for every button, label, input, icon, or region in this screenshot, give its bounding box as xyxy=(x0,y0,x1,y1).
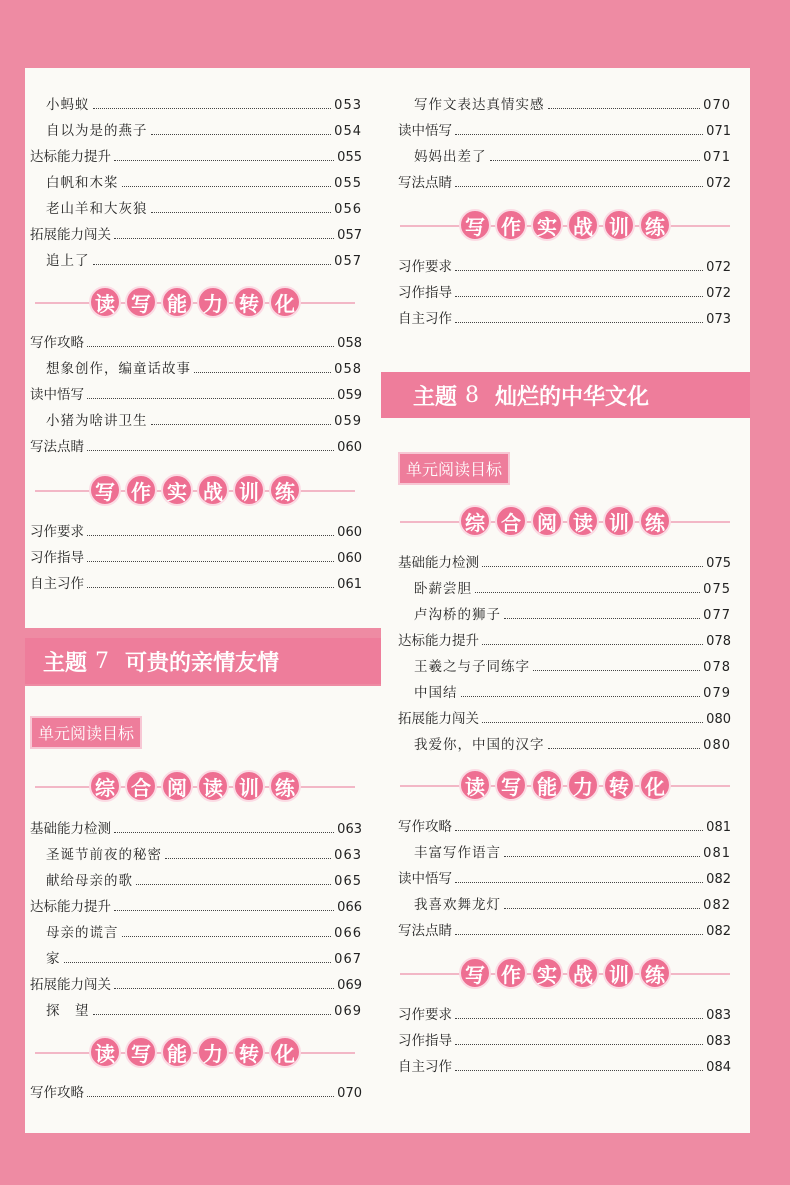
theme-7-title: 可贵的亲情友情 xyxy=(125,650,280,676)
toc-entry-page: 055 xyxy=(334,176,362,191)
toc-entry-page: 081 xyxy=(706,820,731,835)
ribbon-character: 写 xyxy=(125,286,157,318)
toc-entry-label: 卧薪尝胆 xyxy=(414,581,472,597)
ribbon-character: 力 xyxy=(197,1036,229,1068)
ribbon-character: 练 xyxy=(639,505,671,537)
toc-entry-page: 058 xyxy=(337,336,362,351)
toc-entry-page: 061 xyxy=(337,577,362,592)
toc-entry[interactable] xyxy=(398,119,731,139)
toc-leader-dots xyxy=(455,322,703,323)
ribbon-character: 作 xyxy=(495,957,527,989)
toc-entry-label: 拓展能力闯关 xyxy=(30,977,111,993)
theme-7-number: 7 xyxy=(95,648,110,674)
toc-entry-label: 追上了 xyxy=(46,253,90,269)
toc-entry[interactable] xyxy=(46,843,362,863)
toc-leader-dots xyxy=(455,270,703,271)
toc-leader-dots xyxy=(87,346,334,347)
toc-entry-page: 065 xyxy=(334,874,362,889)
ribbon-reading-writing-transform-1 xyxy=(35,284,355,320)
toc-leader-dots xyxy=(93,264,332,265)
toc-entry-label: 写作攻略 xyxy=(398,819,452,835)
toc-entry[interactable] xyxy=(398,171,731,191)
toc-entry-page: 070 xyxy=(337,1086,362,1101)
ribbon-character: 读 xyxy=(89,286,121,318)
ribbon-character: 综 xyxy=(89,770,121,802)
toc-leader-dots xyxy=(455,882,703,883)
toc-entry-page: 059 xyxy=(337,388,362,403)
toc-entry-label: 献给母亲的歌 xyxy=(46,873,133,889)
toc-entry-page: 077 xyxy=(703,608,731,623)
ribbon-character: 写 xyxy=(459,957,491,989)
ribbon-characters xyxy=(89,1036,301,1068)
toc-leader-dots xyxy=(455,1044,703,1045)
toc-leader-dots xyxy=(64,962,332,963)
theme-8-prefix: 主题 xyxy=(413,384,458,410)
toc-entry-label: 基础能力检测 xyxy=(398,555,479,571)
ribbon-writing-practice-8 xyxy=(400,955,730,991)
toc-entry-label: 家 xyxy=(46,951,61,967)
toc-entry-page: 082 xyxy=(703,898,731,913)
toc-leader-dots xyxy=(461,696,701,697)
toc-entry-page: 063 xyxy=(334,848,362,863)
ribbon-character: 实 xyxy=(531,209,563,241)
ribbon-reading-writing-transform-8 xyxy=(400,767,730,803)
toc-leader-dots xyxy=(114,832,334,833)
toc-entry-page: 055 xyxy=(337,150,362,165)
toc-entry-page: 057 xyxy=(337,228,362,243)
toc-entry-label: 母亲的谎言 xyxy=(46,925,119,941)
ribbon-character: 读 xyxy=(459,769,491,801)
toc-entry-label: 白帆和木桨 xyxy=(46,175,119,191)
toc-leader-dots xyxy=(114,988,334,989)
toc-leader-dots xyxy=(482,566,703,567)
toc-entry[interactable] xyxy=(46,999,362,1019)
toc-leader-dots xyxy=(114,238,334,239)
toc-entry[interactable] xyxy=(46,357,362,377)
toc-entry-label: 写法点睛 xyxy=(398,923,452,939)
toc-entry-page: 060 xyxy=(337,440,362,455)
toc-entry-label: 丰富写作语言 xyxy=(414,845,501,861)
toc-entry-page: 084 xyxy=(706,1060,731,1075)
ribbon-characters xyxy=(459,505,671,537)
ribbon-character: 练 xyxy=(639,209,671,241)
toc-entry-page: 073 xyxy=(706,312,731,327)
toc-entry[interactable] xyxy=(30,817,362,837)
toc-entry[interactable] xyxy=(414,733,731,753)
toc-entry-label: 卢沟桥的狮子 xyxy=(414,607,501,623)
toc-leader-dots xyxy=(194,372,331,373)
toc-entry[interactable] xyxy=(414,577,731,597)
ribbon-character: 写 xyxy=(495,769,527,801)
toc-leader-dots xyxy=(87,450,334,451)
toc-leader-dots xyxy=(455,296,703,297)
toc-entry-page: 056 xyxy=(334,202,362,217)
toc-leader-dots xyxy=(122,936,332,937)
toc-entry-page: 058 xyxy=(334,362,362,377)
toc-entry-label: 写法点睛 xyxy=(30,439,84,455)
toc-entry-page: 066 xyxy=(337,900,362,915)
ribbon-character: 读 xyxy=(567,505,599,537)
toc-entry[interactable] xyxy=(46,869,362,889)
toc-entry-page: 083 xyxy=(706,1034,731,1049)
toc-entry-label: 小蚂蚁 xyxy=(46,97,90,113)
toc-entry[interactable] xyxy=(30,331,362,351)
ribbon-writing-practice-2 xyxy=(400,207,730,243)
ribbon-writing-practice-1 xyxy=(35,472,355,508)
toc-entry-label: 习作要求 xyxy=(30,524,84,540)
toc-leader-dots xyxy=(114,160,334,161)
toc-entry-page: 071 xyxy=(706,124,731,139)
toc-leader-dots xyxy=(504,908,700,909)
unit-reading-goal-tag-7: 单元阅读目标 xyxy=(30,716,142,749)
toc-leader-dots xyxy=(504,856,700,857)
toc-entry-label: 想象创作，编童话故事 xyxy=(46,361,191,377)
ribbon-character: 练 xyxy=(269,474,301,506)
toc-entry-page: 069 xyxy=(337,978,362,993)
toc-entry[interactable] xyxy=(46,197,362,217)
ribbon-character: 训 xyxy=(233,770,265,802)
toc-entry-label: 我喜欢舞龙灯 xyxy=(414,897,501,913)
toc-entry-label: 写作攻略 xyxy=(30,1085,84,1101)
ribbon-character: 化 xyxy=(269,286,301,318)
toc-leader-dots xyxy=(455,186,703,187)
toc-entry[interactable] xyxy=(398,629,731,649)
ribbon-comprehensive-reading-7 xyxy=(35,768,355,804)
toc-entry-label: 自主习作 xyxy=(398,311,452,327)
toc-leader-dots xyxy=(475,592,700,593)
ribbon-characters xyxy=(459,957,671,989)
theme-7-prefix: 主题 xyxy=(43,650,88,676)
toc-entry-page: 059 xyxy=(334,414,362,429)
toc-leader-dots xyxy=(87,587,334,588)
toc-leader-dots xyxy=(455,1070,703,1071)
toc-entry-label: 习作要求 xyxy=(398,1007,452,1023)
toc-leader-dots xyxy=(455,134,703,135)
ribbon-character: 读 xyxy=(89,1036,121,1068)
ribbon-character: 阅 xyxy=(531,505,563,537)
toc-entry[interactable] xyxy=(30,435,362,455)
toc-leader-dots xyxy=(455,934,703,935)
ribbon-comprehensive-reading-8 xyxy=(400,503,730,539)
toc-entry-label: 习作要求 xyxy=(398,259,452,275)
toc-entry[interactable] xyxy=(398,1029,731,1049)
ribbon-character: 写 xyxy=(89,474,121,506)
toc-entry-label: 习作指导 xyxy=(30,550,84,566)
toc-entry[interactable] xyxy=(30,223,362,243)
ribbon-character: 实 xyxy=(531,957,563,989)
ribbon-character: 合 xyxy=(125,770,157,802)
toc-entry[interactable] xyxy=(414,681,731,701)
theme-8-header xyxy=(381,372,750,418)
toc-entry-page: 072 xyxy=(706,176,731,191)
toc-entry-page: 067 xyxy=(334,952,362,967)
toc-entry-page: 060 xyxy=(337,525,362,540)
ribbon-character: 训 xyxy=(603,505,635,537)
toc-entry[interactable] xyxy=(46,921,362,941)
toc-entry-page: 082 xyxy=(706,924,731,939)
toc-entry[interactable] xyxy=(46,947,362,967)
toc-entry-label: 习作指导 xyxy=(398,285,452,301)
toc-entry-page: 069 xyxy=(334,1004,362,1019)
toc-leader-dots xyxy=(482,644,703,645)
ribbon-character: 训 xyxy=(603,209,635,241)
toc-entry[interactable] xyxy=(398,815,731,835)
theme-7-header xyxy=(25,638,381,684)
toc-leader-dots xyxy=(87,398,334,399)
toc-entry[interactable] xyxy=(30,145,362,165)
toc-entry-label: 读中悟写 xyxy=(398,123,452,139)
ribbon-character: 合 xyxy=(495,505,527,537)
toc-entry[interactable] xyxy=(398,551,731,571)
toc-entry[interactable] xyxy=(30,1081,362,1101)
toc-entry-label: 老山羊和大灰狼 xyxy=(46,201,148,217)
toc-entry[interactable] xyxy=(398,307,731,327)
toc-entry[interactable] xyxy=(398,255,731,275)
toc-entry-page: 063 xyxy=(337,822,362,837)
ribbon-character: 转 xyxy=(603,769,635,801)
toc-leader-dots xyxy=(533,670,700,671)
toc-entry[interactable] xyxy=(46,93,362,113)
toc-leader-dots xyxy=(87,1096,334,1097)
toc-leader-dots xyxy=(114,910,334,911)
ribbon-character: 战 xyxy=(197,474,229,506)
toc-leader-dots xyxy=(151,212,332,213)
toc-entry-label: 读中悟写 xyxy=(30,387,84,403)
toc-leader-dots xyxy=(490,160,701,161)
toc-entry-label: 中国结 xyxy=(414,685,458,701)
toc-leader-dots xyxy=(122,186,332,187)
toc-leader-dots xyxy=(93,108,332,109)
toc-entry-label: 写作攻略 xyxy=(30,335,84,351)
toc-entry-label: 圣诞节前夜的秘密 xyxy=(46,847,162,863)
toc-leader-dots xyxy=(87,535,334,536)
toc-entry-label: 习作指导 xyxy=(398,1033,452,1049)
toc-entry-page: 072 xyxy=(706,286,731,301)
toc-entry-label: 我爱你，中国的汉字 xyxy=(414,737,545,753)
toc-leader-dots xyxy=(455,1018,703,1019)
ribbon-character: 训 xyxy=(603,957,635,989)
ribbon-characters xyxy=(89,474,301,506)
toc-entry[interactable] xyxy=(46,249,362,269)
ribbon-character: 实 xyxy=(161,474,193,506)
ribbon-character: 训 xyxy=(233,474,265,506)
toc-entry[interactable] xyxy=(30,572,362,592)
toc-leader-dots xyxy=(504,618,700,619)
toc-entry-page: 078 xyxy=(703,660,731,675)
toc-leader-dots xyxy=(165,858,331,859)
toc-entry[interactable] xyxy=(398,919,731,939)
toc-entry[interactable] xyxy=(414,655,731,675)
toc-entry[interactable] xyxy=(30,383,362,403)
toc-entry[interactable] xyxy=(46,171,362,191)
toc-entry-label: 达标能力提升 xyxy=(30,899,111,915)
toc-entry[interactable] xyxy=(398,707,731,727)
ribbon-character: 战 xyxy=(567,957,599,989)
toc-entry[interactable] xyxy=(414,893,731,913)
toc-entry-label: 自以为是的燕子 xyxy=(46,123,148,139)
toc-entry-label: 达标能力提升 xyxy=(398,633,479,649)
toc-entry-page: 053 xyxy=(334,98,362,113)
ribbon-character: 力 xyxy=(567,769,599,801)
toc-entry-page: 070 xyxy=(703,98,731,113)
toc-entry[interactable] xyxy=(414,93,731,113)
toc-entry-page: 080 xyxy=(706,712,731,727)
toc-entry[interactable] xyxy=(30,546,362,566)
toc-entry-label: 基础能力检测 xyxy=(30,821,111,837)
toc-leader-dots xyxy=(87,561,334,562)
toc-leader-dots xyxy=(548,108,701,109)
toc-entry-label: 自主习作 xyxy=(398,1059,452,1075)
ribbon-character: 能 xyxy=(161,1036,193,1068)
toc-entry-page: 078 xyxy=(706,634,731,649)
toc-entry-page: 081 xyxy=(703,846,731,861)
ribbon-reading-writing-transform-7 xyxy=(35,1034,355,1070)
toc-entry[interactable] xyxy=(30,895,362,915)
ribbon-character: 写 xyxy=(459,209,491,241)
toc-entry-label: 王羲之与子同练字 xyxy=(414,659,530,675)
ribbon-character: 练 xyxy=(269,770,301,802)
toc-entry[interactable] xyxy=(398,281,731,301)
ribbon-character: 力 xyxy=(197,286,229,318)
ribbon-character: 练 xyxy=(639,957,671,989)
toc-entry-page: 082 xyxy=(706,872,731,887)
toc-entry[interactable] xyxy=(398,867,731,887)
toc-entry-label: 探 望 xyxy=(46,1003,90,1019)
ribbon-character: 转 xyxy=(233,286,265,318)
toc-entry[interactable] xyxy=(414,603,731,623)
toc-entry-page: 075 xyxy=(703,582,731,597)
toc-leader-dots xyxy=(93,1014,332,1015)
toc-entry-label: 自主习作 xyxy=(30,576,84,592)
toc-entry-page: 075 xyxy=(706,556,731,571)
ribbon-character: 能 xyxy=(161,286,193,318)
ribbon-character: 写 xyxy=(125,1036,157,1068)
ribbon-character: 作 xyxy=(125,474,157,506)
unit-reading-goal-tag-8: 单元阅读目标 xyxy=(398,452,510,485)
ribbon-character: 化 xyxy=(269,1036,301,1068)
theme-8-title: 灿烂的中华文化 xyxy=(495,384,650,410)
toc-entry-page: 071 xyxy=(703,150,731,165)
toc-entry[interactable] xyxy=(414,145,731,165)
ribbon-character: 能 xyxy=(531,769,563,801)
theme-8-number: 8 xyxy=(465,382,480,408)
ribbon-character: 战 xyxy=(567,209,599,241)
toc-entry-label: 妈妈出差了 xyxy=(414,149,487,165)
toc-entry[interactable] xyxy=(30,520,362,540)
ribbon-characters xyxy=(459,209,671,241)
toc-entry-page: 057 xyxy=(334,254,362,269)
ribbon-character: 综 xyxy=(459,505,491,537)
toc-entry-label: 达标能力提升 xyxy=(30,149,111,165)
toc-entry[interactable] xyxy=(398,1055,731,1075)
toc-entry-page: 054 xyxy=(334,124,362,139)
ribbon-characters xyxy=(459,769,671,801)
toc-entry-label: 写法点睛 xyxy=(398,175,452,191)
ribbon-character: 读 xyxy=(197,770,229,802)
toc-entry-page: 083 xyxy=(706,1008,731,1023)
toc-entry-label: 写作文表达真情实感 xyxy=(414,97,545,113)
toc-leader-dots xyxy=(455,830,703,831)
toc-leader-dots xyxy=(482,722,703,723)
toc-entry-page: 066 xyxy=(334,926,362,941)
toc-entry-page: 080 xyxy=(703,738,731,753)
ribbon-character: 作 xyxy=(495,209,527,241)
toc-entry[interactable] xyxy=(414,841,731,861)
ribbon-character: 转 xyxy=(233,1036,265,1068)
toc-entry-label: 拓展能力闯关 xyxy=(30,227,111,243)
toc-entry[interactable] xyxy=(30,973,362,993)
toc-entry-label: 读中悟写 xyxy=(398,871,452,887)
toc-entry-label: 小猪为啥讲卫生 xyxy=(46,413,148,429)
toc-entry-label: 拓展能力闯关 xyxy=(398,711,479,727)
toc-entry[interactable] xyxy=(46,409,362,429)
toc-leader-dots xyxy=(136,884,331,885)
toc-entry[interactable] xyxy=(46,119,362,139)
toc-leader-dots xyxy=(548,748,701,749)
toc-leader-dots xyxy=(151,424,332,425)
toc-entry[interactable] xyxy=(398,1003,731,1023)
ribbon-character: 阅 xyxy=(161,770,193,802)
ribbon-characters xyxy=(89,770,301,802)
toc-leader-dots xyxy=(151,134,332,135)
ribbon-character: 化 xyxy=(639,769,671,801)
toc-entry-page: 079 xyxy=(703,686,731,701)
toc-entry-page: 060 xyxy=(337,551,362,566)
ribbon-characters xyxy=(89,286,301,318)
toc-entry-page: 072 xyxy=(706,260,731,275)
